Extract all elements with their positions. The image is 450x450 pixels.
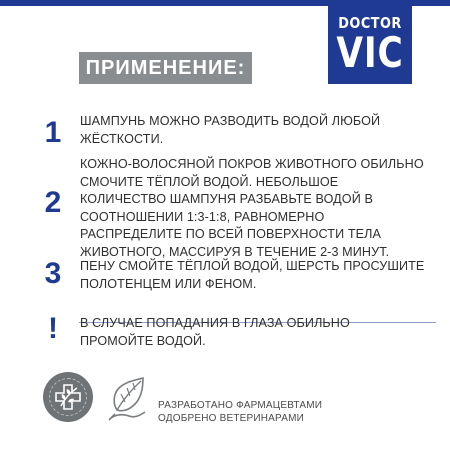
step-3-number: 3: [44, 257, 62, 290]
section-heading: [79, 52, 252, 84]
step-2-text: КОЖНО-ВОЛОСЯНОЙ ПОКРОВ ЖИВОТНОГО ОБИЛЬНО СМОЧИТЕ ТЁПЛОЙ ВОДОЙ. НЕБОЛЬШОЕ КОЛИЧЕСТВО ШАМПУНЯ РАЗБАВЬТЕ ВОДОЙ В СООТНОШЕНИИ 1:3-1:8, РАВНОМЕРНО РАСПРЕДЕЛИТЕ ПО ВСЕЙ ПОВЕРХНОСТИ ТЕЛА ЖИВОТНОГО, МАССИРУЯ В ТЕЧЕНИЕ 2-3 МИНУТ.: [80, 157, 424, 259]
badge-cross-leaf-graphic: [43, 372, 93, 422]
pharmacy-quality-badge-icon: [43, 372, 93, 422]
approval-line-pharmacists: РАЗРАБОТАНО ФАРМАЦЕВТАМИ: [158, 400, 323, 411]
warning-exclamation-icon: !: [48, 312, 58, 345]
step-3-text: ПЕНУ СМОЙТЕ ТЁПЛОЙ ВОДОЙ, ШЕРСТЬ ПРОСУШИТЕ ПОЛОТЕНЦЕМ ИЛИ ФЕНОМ.: [80, 259, 425, 291]
step-1-text: ШАМПУНЬ МОЖНО РАЗВОДИТЬ ВОДОЙ ЛЮБОЙ ЖЁСТКОСТИ.: [80, 114, 381, 146]
step-1-number: 1: [44, 116, 62, 149]
logo-line-doctor: DOCTOR: [338, 14, 402, 32]
approval-line-veterinarians: ОДОБРЕНО ВЕТЕРИНАРАМИ: [158, 413, 305, 424]
logo-line-vic: VIC: [336, 28, 404, 77]
section-heading-text: ПРИМЕНЕНИЕ:: [85, 57, 246, 79]
warning-text: В СЛУЧАЕ ПОПАДАНИЯ В ГЛАЗА ОБИЛЬНО ПРОМОЙТЕ ВОДОЙ.: [80, 316, 350, 348]
step-2-number: 2: [44, 186, 62, 219]
hand-leaf-icon: [107, 374, 151, 422]
brand-logo: [328, 0, 412, 84]
